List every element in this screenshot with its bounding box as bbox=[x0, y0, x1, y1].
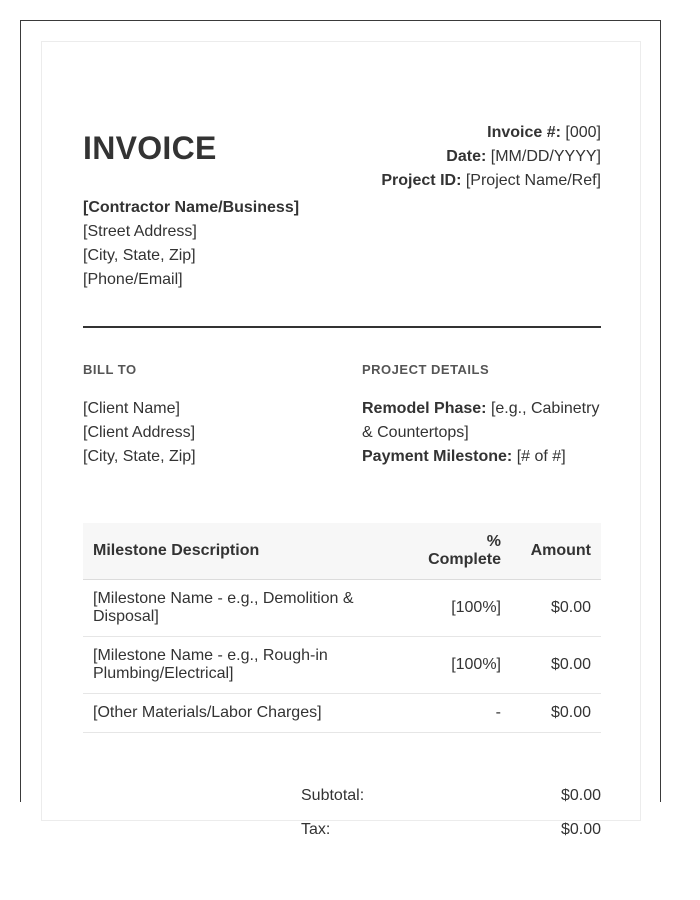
milestone-table bbox=[83, 523, 601, 733]
invoice-date-value: [MM/DD/YYYY] bbox=[490, 148, 601, 165]
payment-milestone-line bbox=[362, 445, 607, 469]
header-complete bbox=[403, 523, 511, 580]
payment-milestone-label: Payment Milestone: bbox=[362, 448, 513, 465]
project-id-label: Project ID: bbox=[381, 172, 462, 189]
invoice-date-label: Date: bbox=[446, 148, 487, 165]
invoice-title: INVOICE bbox=[83, 130, 217, 166]
row-amount: $0.00 bbox=[511, 637, 601, 694]
subtotal-row bbox=[301, 786, 601, 820]
invoice-date-line bbox=[381, 145, 601, 169]
client-city: [City, State, Zip] bbox=[83, 448, 196, 465]
table-row bbox=[83, 637, 601, 694]
table-row bbox=[83, 694, 601, 733]
row-amount: $0.00 bbox=[511, 694, 601, 733]
document-frame bbox=[20, 20, 661, 838]
header-description: Milestone Description bbox=[83, 523, 403, 580]
totals-block bbox=[301, 786, 601, 854]
row-complete: [100%] bbox=[403, 637, 511, 694]
header-amount: Amount bbox=[511, 523, 601, 580]
contractor-contact: [Phone/Email] bbox=[83, 271, 183, 288]
payment-milestone-value: [# of #] bbox=[516, 448, 566, 465]
contractor-block bbox=[83, 196, 299, 292]
remodel-phase-value: [e.g., Cabinetry & Countertops] bbox=[362, 400, 600, 441]
table-row bbox=[83, 580, 601, 637]
client-name: [Client Name] bbox=[83, 400, 180, 417]
header-complete-line1: % bbox=[486, 533, 501, 550]
header-complete-line2: Complete bbox=[428, 551, 501, 568]
row-description: [Milestone Name - e.g., Rough-in Plumbing/Electrical] bbox=[83, 637, 403, 694]
contractor-street: [Street Address] bbox=[83, 223, 197, 240]
row-description: [Milestone Name - e.g., Demolition & Disposal] bbox=[83, 580, 403, 637]
contractor-city: [City, State, Zip] bbox=[83, 247, 196, 264]
project-id-line bbox=[381, 169, 601, 193]
subtotal-value: $0.00 bbox=[560, 787, 601, 804]
invoice-page bbox=[41, 41, 641, 838]
bill-to-block bbox=[83, 362, 333, 469]
invoice-number-line bbox=[381, 121, 601, 145]
project-details-lines bbox=[362, 397, 607, 469]
project-details-block bbox=[362, 362, 607, 469]
project-id-value: [Project Name/Ref] bbox=[465, 172, 601, 189]
tax-label: Tax: bbox=[301, 821, 331, 838]
bill-to-lines bbox=[83, 397, 333, 469]
row-complete: - bbox=[403, 694, 511, 733]
client-address: [Client Address] bbox=[83, 424, 196, 441]
remodel-phase-line bbox=[362, 397, 607, 445]
row-complete: [100%] bbox=[403, 580, 511, 637]
tax-value: $0.00 bbox=[560, 821, 601, 838]
bill-to-heading: BILL TO bbox=[83, 362, 137, 377]
tax-row bbox=[301, 820, 601, 854]
invoice-number-label: Invoice #: bbox=[487, 124, 561, 141]
row-description: [Other Materials/Labor Charges] bbox=[83, 694, 403, 733]
remodel-phase-label: Remodel Phase: bbox=[362, 400, 487, 417]
subtotal-label: Subtotal: bbox=[301, 787, 365, 804]
contractor-name: [Contractor Name/Business] bbox=[83, 199, 300, 216]
row-amount: $0.00 bbox=[511, 580, 601, 637]
table-header-row bbox=[83, 523, 601, 580]
header-divider bbox=[83, 326, 601, 328]
invoice-number-value: [000] bbox=[565, 124, 601, 141]
project-details-heading: PROJECT DETAILS bbox=[362, 362, 490, 377]
invoice-meta bbox=[381, 121, 601, 193]
